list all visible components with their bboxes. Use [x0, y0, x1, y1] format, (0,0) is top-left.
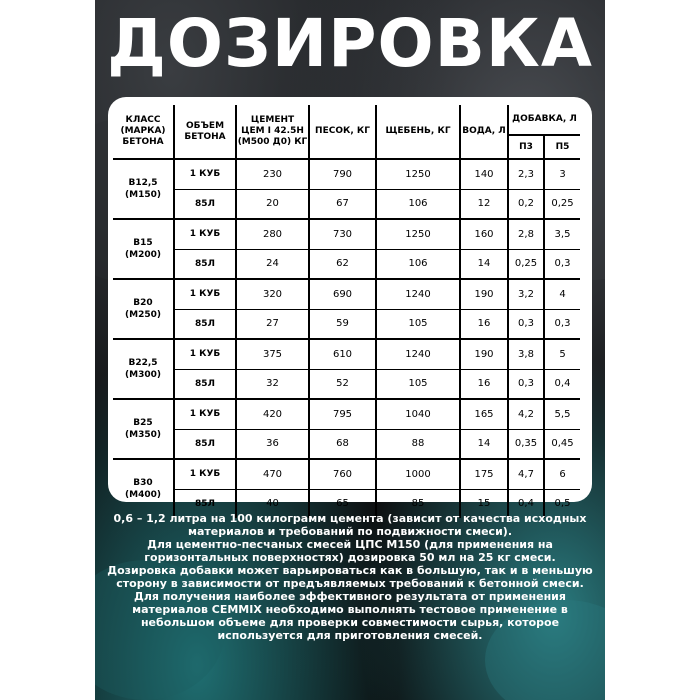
cement-cell: 375 [236, 339, 309, 369]
water-cell: 14 [460, 429, 508, 459]
concrete-class-cell: В30 (М400) [113, 459, 174, 518]
p3-cell: 0,2 [508, 189, 544, 219]
gravel-cell: 1250 [376, 159, 460, 189]
water-cell: 165 [460, 399, 508, 429]
header-sand: ПЕСОК, КГ [309, 105, 376, 159]
p5-cell: 5,5 [544, 399, 580, 429]
p3-cell: 4,2 [508, 399, 544, 429]
water-cell: 190 [460, 279, 508, 309]
table-row [113, 279, 580, 309]
concrete-class-cell: В22,5 (М300) [113, 339, 174, 399]
p3-cell: 0,35 [508, 429, 544, 459]
sand-cell: 760 [309, 459, 376, 489]
sand-cell: 52 [309, 369, 376, 399]
table-row [113, 429, 580, 459]
volume-cell: 85Л [174, 309, 236, 339]
p3-cell: 2,8 [508, 219, 544, 249]
sand-cell: 690 [309, 279, 376, 309]
p3-cell: 0,25 [508, 249, 544, 279]
volume-cell: 1 КУБ [174, 459, 236, 489]
p3-cell: 0,3 [508, 369, 544, 399]
water-cell: 175 [460, 459, 508, 489]
cement-cell: 320 [236, 279, 309, 309]
gravel-cell: 1250 [376, 219, 460, 249]
sand-cell: 62 [309, 249, 376, 279]
sand-cell: 68 [309, 429, 376, 459]
note-text: Для цементно-песчаных смесей ЦПС М150 (для применения на горизонтальных поверхностях) дозировка 50 мл на 25 кг смеси. [144, 538, 556, 564]
p3-cell: 3,8 [508, 339, 544, 369]
p5-cell: 0,5 [554, 498, 571, 510]
gravel-cell: 1240 [376, 339, 460, 369]
p5-cell: 3 [544, 159, 580, 189]
water-cell: 190 [460, 339, 508, 369]
water-cell: 160 [460, 219, 508, 249]
p5-cell: 0,25 [544, 189, 580, 219]
concrete-class-cell: В25 (М350) [113, 399, 174, 459]
dosage-table [113, 105, 580, 518]
volume-cell: 85Л [174, 189, 236, 219]
dosage-table-card [108, 97, 592, 510]
volume-cell: 1 КУБ [174, 399, 236, 429]
notes [103, 512, 597, 642]
table-row [113, 339, 580, 369]
gravel-cell: 106 [376, 189, 460, 219]
p5-cell: 3,5 [544, 219, 580, 249]
concrete-class-cell: В12,5 (М150) [113, 159, 174, 219]
header-p5: П5 [544, 135, 580, 159]
p5-cell: 0,45 [544, 429, 580, 459]
p3-cell: 2,3 [508, 159, 544, 189]
gravel-cell: 1240 [376, 279, 460, 309]
gravel-cell: 105 [376, 369, 460, 399]
volume-cell: 85Л [174, 249, 236, 279]
header-gravel: ЩЕБЕНЬ, КГ [376, 105, 460, 159]
note-text: Дозировка добавки может варьироваться как в большую, так и в меньшую сторону в зависимости от предъявляемых требований к бетонной смеси. [107, 564, 593, 590]
sand-cell: 610 [309, 339, 376, 369]
volume-cell: 1 КУБ [174, 339, 236, 369]
volume-cell: 1 КУБ [174, 219, 236, 249]
concrete-class-cell: В20 (М250) [113, 279, 174, 339]
p3-cell: 3,2 [508, 279, 544, 309]
cement-cell: 420 [236, 399, 309, 429]
table-row [113, 159, 580, 189]
header-p3: П3 [508, 135, 544, 159]
cement-cell: 280 [236, 219, 309, 249]
p5-cell: 0,3 [544, 249, 580, 279]
cement-cell: 24 [236, 249, 309, 279]
table-row [113, 189, 580, 219]
volume-cell: 85Л [174, 489, 236, 518]
p3-cell: 0,4 [508, 489, 544, 518]
gravel-cell: 106 [376, 249, 460, 279]
dosage-table-body [113, 159, 580, 518]
cement-cell: 40 [236, 489, 309, 518]
table-row [113, 249, 580, 279]
cement-cell: 32 [236, 369, 309, 399]
sand-cell: 790 [309, 159, 376, 189]
gravel-cell: 1040 [376, 399, 460, 429]
table-row [113, 399, 580, 429]
poster [95, 0, 605, 700]
cement-cell: 20 [236, 189, 309, 219]
p5-cell: 0,4 [544, 369, 580, 399]
water-cell: 15 [460, 489, 508, 518]
table-row [113, 309, 580, 339]
cement-cell: 27 [236, 309, 309, 339]
volume-cell: 85Л [174, 429, 236, 459]
p5-cell: 4 [544, 279, 580, 309]
volume-cell: 1 КУБ [174, 279, 236, 309]
note-text: 0,6 – 1,2 литра на 100 килограмм цемента (зависит от качества исходных материалов и требований по подвижности смеси). [113, 512, 587, 538]
p5-cell: 5 [544, 339, 580, 369]
gravel-cell: 105 [376, 309, 460, 339]
gravel-cell: 88 [376, 429, 460, 459]
p5-cell: 0,3 [544, 309, 580, 339]
water-cell: 12 [460, 189, 508, 219]
concrete-class-cell: В15 (М200) [113, 219, 174, 279]
volume-cell: 1 КУБ [174, 159, 236, 189]
cement-cell: 470 [236, 459, 309, 489]
sand-cell: 65 [309, 489, 376, 518]
table-row [113, 459, 580, 489]
p3-cell: 0,3 [508, 309, 544, 339]
sand-cell: 59 [309, 309, 376, 339]
sand-cell: 730 [309, 219, 376, 249]
gravel-cell: 1000 [376, 459, 460, 489]
header-cement: ЦЕМЕНТ ЦЕМ I 42.5Н (М500 Д0) КГ [236, 105, 309, 159]
table-row [113, 219, 580, 249]
volume-cell: 85Л [174, 369, 236, 399]
gravel-cell: 85 [376, 489, 460, 518]
water-cell: 16 [460, 309, 508, 339]
header-class: КЛАСС (МАРКА) БЕТОНА [113, 105, 174, 159]
note-text: Для получения наиболее эффективного результата от применения материалов CEMMIX необходимо выполнять тестовое применение в небольшом объеме для проверки совместимости сырья, которое используется для приготовления смесей. [132, 590, 568, 642]
cement-cell: 36 [236, 429, 309, 459]
header-water: ВОДА, Л [460, 105, 508, 159]
sand-cell: 67 [309, 189, 376, 219]
header-volume: ОБЪЕМ БЕТОНА [174, 105, 236, 159]
p5-cell: 6 [544, 459, 580, 489]
cement-cell: 230 [236, 159, 309, 189]
sand-cell: 795 [309, 399, 376, 429]
header-additive: ДОБАВКА, Л [508, 105, 580, 135]
water-cell: 14 [460, 249, 508, 279]
water-cell: 140 [460, 159, 508, 189]
page-title: ДОЗИРОВКА [107, 5, 593, 82]
p3-cell: 4,7 [508, 459, 544, 489]
table-row [113, 369, 580, 399]
water-cell: 16 [460, 369, 508, 399]
